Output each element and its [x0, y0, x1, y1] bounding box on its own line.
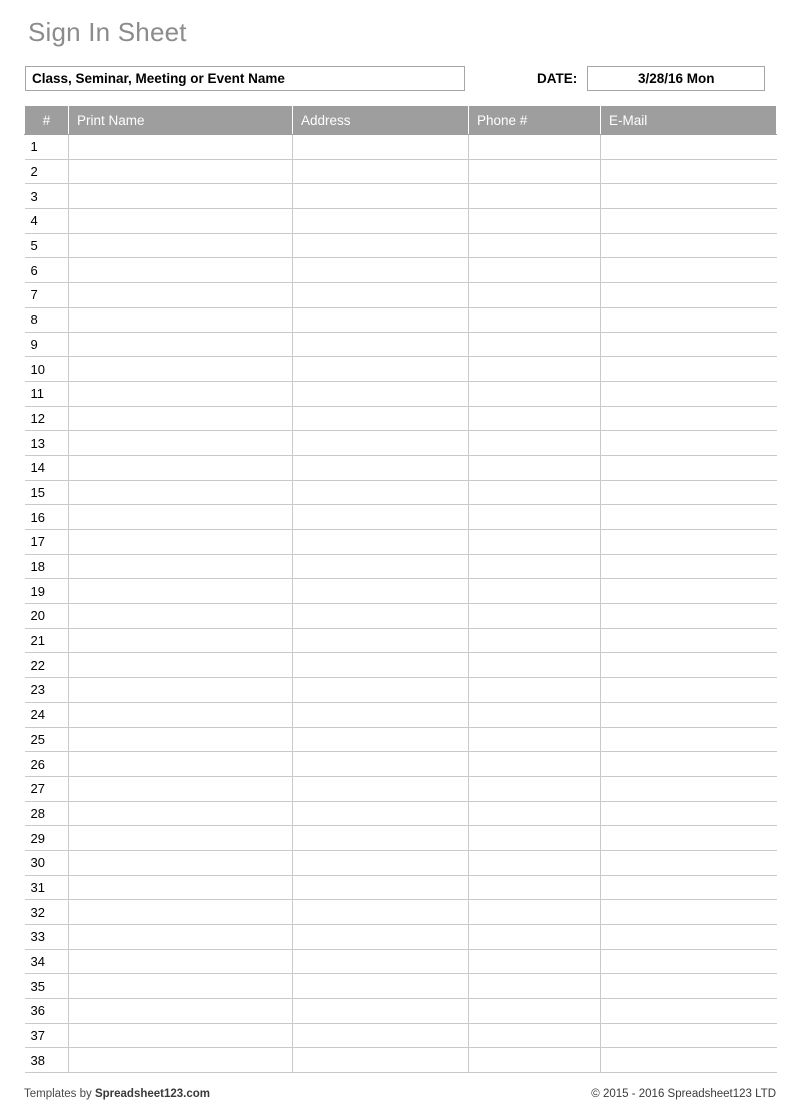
cell-phone[interactable]	[469, 406, 601, 431]
date-group	[537, 66, 765, 91]
row-number: 7	[25, 283, 69, 308]
column-header-print-name: Print Name	[69, 106, 293, 135]
cell-phone[interactable]	[469, 1023, 601, 1048]
cell-email[interactable]	[601, 1023, 777, 1048]
cell-print-name[interactable]	[69, 1023, 293, 1048]
page-footer	[24, 1088, 776, 1100]
cell-address[interactable]	[293, 455, 469, 480]
cell-email[interactable]	[601, 653, 777, 678]
table-row	[25, 480, 777, 505]
cell-address[interactable]	[293, 381, 469, 406]
cell-print-name[interactable]	[69, 974, 293, 999]
cell-print-name[interactable]	[69, 307, 293, 332]
cell-phone[interactable]	[469, 233, 601, 258]
cell-address[interactable]	[293, 406, 469, 431]
row-number: 16	[25, 505, 69, 530]
cell-email[interactable]	[601, 159, 777, 184]
cell-print-name[interactable]	[69, 801, 293, 826]
table-row	[25, 727, 777, 752]
row-number: 26	[25, 752, 69, 777]
cell-address[interactable]	[293, 974, 469, 999]
cell-phone[interactable]	[469, 678, 601, 703]
table-row	[25, 604, 777, 629]
footer-credit-prefix: Templates by	[24, 1088, 95, 1100]
cell-phone[interactable]	[469, 752, 601, 777]
row-number: 33	[25, 925, 69, 950]
cell-phone[interactable]	[469, 653, 601, 678]
meta-row	[24, 66, 776, 91]
cell-email[interactable]	[601, 184, 777, 209]
cell-phone[interactable]	[469, 604, 601, 629]
cell-phone[interactable]	[469, 850, 601, 875]
column-header-email: E-Mail	[601, 106, 777, 135]
row-number: 35	[25, 974, 69, 999]
cell-phone[interactable]	[469, 381, 601, 406]
cell-print-name[interactable]	[69, 925, 293, 950]
cell-email[interactable]	[601, 727, 777, 752]
cell-address[interactable]	[293, 949, 469, 974]
cell-phone[interactable]	[469, 826, 601, 851]
cell-email[interactable]	[601, 554, 777, 579]
row-number: 9	[25, 332, 69, 357]
cell-print-name[interactable]	[69, 776, 293, 801]
cell-address[interactable]	[293, 727, 469, 752]
row-number: 23	[25, 678, 69, 703]
cell-print-name[interactable]	[69, 875, 293, 900]
cell-print-name[interactable]	[69, 530, 293, 555]
cell-print-name[interactable]	[69, 159, 293, 184]
cell-address[interactable]	[293, 431, 469, 456]
table-row	[25, 1023, 777, 1048]
table-row	[25, 209, 777, 234]
cell-address[interactable]	[293, 159, 469, 184]
cell-email[interactable]	[601, 752, 777, 777]
cell-print-name[interactable]	[69, 135, 293, 160]
cell-phone[interactable]	[469, 925, 601, 950]
cell-email[interactable]	[601, 209, 777, 234]
date-label: DATE:	[537, 71, 578, 86]
cell-phone[interactable]	[469, 554, 601, 579]
row-number: 21	[25, 628, 69, 653]
table-row	[25, 135, 777, 160]
cell-print-name[interactable]	[69, 431, 293, 456]
cell-email[interactable]	[601, 604, 777, 629]
cell-address[interactable]	[293, 900, 469, 925]
cell-print-name[interactable]	[69, 628, 293, 653]
table-row	[25, 801, 777, 826]
table-row	[25, 752, 777, 777]
cell-print-name[interactable]	[69, 702, 293, 727]
row-number: 37	[25, 1023, 69, 1048]
cell-email[interactable]	[601, 431, 777, 456]
cell-email[interactable]	[601, 999, 777, 1024]
row-number: 13	[25, 431, 69, 456]
table-header-row	[25, 106, 777, 135]
cell-address[interactable]	[293, 776, 469, 801]
cell-print-name[interactable]	[69, 480, 293, 505]
table-row	[25, 431, 777, 456]
cell-email[interactable]	[601, 455, 777, 480]
cell-phone[interactable]	[469, 999, 601, 1024]
cell-print-name[interactable]	[69, 258, 293, 283]
cell-email[interactable]	[601, 801, 777, 826]
footer-copyright: © 2015 - 2016 Spreadsheet123 LTD	[591, 1088, 776, 1100]
cell-phone[interactable]	[469, 505, 601, 530]
cell-address[interactable]	[293, 653, 469, 678]
cell-print-name[interactable]	[69, 332, 293, 357]
column-header-number: #	[25, 106, 69, 135]
cell-phone[interactable]	[469, 431, 601, 456]
cell-email[interactable]	[601, 233, 777, 258]
cell-email[interactable]	[601, 480, 777, 505]
table-header	[25, 106, 777, 135]
cell-phone[interactable]	[469, 579, 601, 604]
row-number: 11	[25, 381, 69, 406]
row-number: 15	[25, 480, 69, 505]
cell-phone[interactable]	[469, 135, 601, 160]
row-number: 4	[25, 209, 69, 234]
row-number: 22	[25, 653, 69, 678]
cell-phone[interactable]	[469, 1048, 601, 1073]
sign-in-table	[24, 105, 777, 1073]
cell-phone[interactable]	[469, 727, 601, 752]
cell-address[interactable]	[293, 258, 469, 283]
table-row	[25, 925, 777, 950]
cell-phone[interactable]	[469, 283, 601, 308]
table-row	[25, 678, 777, 703]
cell-email[interactable]	[601, 283, 777, 308]
column-header-phone: Phone #	[469, 106, 601, 135]
table-row	[25, 258, 777, 283]
cell-print-name[interactable]	[69, 455, 293, 480]
cell-phone[interactable]	[469, 307, 601, 332]
cell-address[interactable]	[293, 604, 469, 629]
cell-phone[interactable]	[469, 628, 601, 653]
column-header-address: Address	[293, 106, 469, 135]
table-row	[25, 307, 777, 332]
cell-email[interactable]	[601, 974, 777, 999]
row-number: 12	[25, 406, 69, 431]
cell-print-name[interactable]	[69, 653, 293, 678]
table-row	[25, 357, 777, 382]
cell-address[interactable]	[293, 1048, 469, 1073]
cell-print-name[interactable]	[69, 406, 293, 431]
cell-email[interactable]	[601, 1048, 777, 1073]
cell-phone[interactable]	[469, 332, 601, 357]
cell-email[interactable]	[601, 307, 777, 332]
row-number: 36	[25, 999, 69, 1024]
cell-address[interactable]	[293, 135, 469, 160]
table-row	[25, 628, 777, 653]
cell-email[interactable]	[601, 628, 777, 653]
cell-phone[interactable]	[469, 258, 601, 283]
cell-address[interactable]	[293, 505, 469, 530]
page-title: Sign In Sheet	[28, 17, 187, 47]
cell-address[interactable]	[293, 480, 469, 505]
cell-phone[interactable]	[469, 357, 601, 382]
cell-phone[interactable]	[469, 875, 601, 900]
cell-email[interactable]	[601, 258, 777, 283]
cell-phone[interactable]	[469, 702, 601, 727]
cell-address[interactable]	[293, 209, 469, 234]
row-number: 38	[25, 1048, 69, 1073]
table-row	[25, 776, 777, 801]
row-number: 5	[25, 233, 69, 258]
footer-credit	[24, 1088, 210, 1100]
table-row	[25, 530, 777, 555]
cell-phone[interactable]	[469, 949, 601, 974]
cell-address[interactable]	[293, 628, 469, 653]
cell-email[interactable]	[601, 678, 777, 703]
table-row	[25, 455, 777, 480]
table-row	[25, 702, 777, 727]
table-body	[25, 135, 777, 1073]
cell-print-name[interactable]	[69, 1048, 293, 1073]
cell-address[interactable]	[293, 999, 469, 1024]
date-value: 3/28/16 Mon	[637, 71, 715, 86]
cell-email[interactable]	[601, 530, 777, 555]
cell-address[interactable]	[293, 826, 469, 851]
cell-phone[interactable]	[469, 900, 601, 925]
cell-phone[interactable]	[469, 209, 601, 234]
cell-print-name[interactable]	[69, 209, 293, 234]
row-number: 32	[25, 900, 69, 925]
event-name-value: Class, Seminar, Meeting or Event Name	[32, 71, 285, 86]
cell-address[interactable]	[293, 307, 469, 332]
cell-phone[interactable]	[469, 776, 601, 801]
cell-print-name[interactable]	[69, 900, 293, 925]
cell-email[interactable]	[601, 135, 777, 160]
cell-print-name[interactable]	[69, 949, 293, 974]
cell-print-name[interactable]	[69, 381, 293, 406]
cell-address[interactable]	[293, 702, 469, 727]
cell-email[interactable]	[601, 406, 777, 431]
table-row	[25, 381, 777, 406]
cell-phone[interactable]	[469, 455, 601, 480]
row-number: 24	[25, 702, 69, 727]
table-row	[25, 999, 777, 1024]
cell-print-name[interactable]	[69, 505, 293, 530]
row-number: 17	[25, 530, 69, 555]
cell-phone[interactable]	[469, 480, 601, 505]
table-row	[25, 875, 777, 900]
cell-address[interactable]	[293, 1023, 469, 1048]
table-row	[25, 332, 777, 357]
date-field[interactable]	[587, 66, 765, 91]
table-row	[25, 949, 777, 974]
cell-print-name[interactable]	[69, 283, 293, 308]
table-row	[25, 850, 777, 875]
cell-email[interactable]	[601, 357, 777, 382]
row-number: 19	[25, 579, 69, 604]
cell-email[interactable]	[601, 579, 777, 604]
cell-print-name[interactable]	[69, 727, 293, 752]
row-number: 31	[25, 875, 69, 900]
table-row	[25, 974, 777, 999]
cell-email[interactable]	[601, 850, 777, 875]
cell-email[interactable]	[601, 702, 777, 727]
cell-address[interactable]	[293, 184, 469, 209]
table-row	[25, 505, 777, 530]
row-number: 2	[25, 159, 69, 184]
cell-phone[interactable]	[469, 530, 601, 555]
cell-print-name[interactable]	[69, 678, 293, 703]
table-row	[25, 184, 777, 209]
row-number: 3	[25, 184, 69, 209]
cell-print-name[interactable]	[69, 604, 293, 629]
footer-brand-link[interactable]: Spreadsheet123.com	[94, 1088, 211, 1100]
cell-email[interactable]	[601, 776, 777, 801]
row-number: 30	[25, 850, 69, 875]
cell-print-name[interactable]	[69, 850, 293, 875]
row-number: 8	[25, 307, 69, 332]
row-number: 29	[25, 826, 69, 851]
cell-address[interactable]	[293, 233, 469, 258]
row-number: 20	[25, 604, 69, 629]
row-number: 34	[25, 949, 69, 974]
cell-print-name[interactable]	[69, 554, 293, 579]
row-number: 6	[25, 258, 69, 283]
cell-address[interactable]	[293, 530, 469, 555]
cell-email[interactable]	[601, 332, 777, 357]
table-row	[25, 1048, 777, 1073]
cell-address[interactable]	[293, 875, 469, 900]
row-number: 27	[25, 776, 69, 801]
cell-address[interactable]	[293, 925, 469, 950]
cell-phone[interactable]	[469, 974, 601, 999]
table-row	[25, 900, 777, 925]
cell-address[interactable]	[293, 357, 469, 382]
cell-email[interactable]	[601, 381, 777, 406]
table-row	[25, 283, 777, 308]
cell-print-name[interactable]	[69, 826, 293, 851]
table-row	[25, 554, 777, 579]
table-row	[25, 233, 777, 258]
row-number: 14	[25, 455, 69, 480]
table-row	[25, 826, 777, 851]
cell-email[interactable]	[601, 826, 777, 851]
cell-email[interactable]	[601, 505, 777, 530]
cell-address[interactable]	[293, 850, 469, 875]
cell-print-name[interactable]	[69, 184, 293, 209]
cell-address[interactable]	[293, 332, 469, 357]
table-row	[25, 159, 777, 184]
row-number: 18	[25, 554, 69, 579]
cell-address[interactable]	[293, 579, 469, 604]
cell-print-name[interactable]	[69, 999, 293, 1024]
cell-print-name[interactable]	[69, 752, 293, 777]
row-number: 28	[25, 801, 69, 826]
cell-phone[interactable]	[469, 184, 601, 209]
cell-address[interactable]	[293, 554, 469, 579]
table-row	[25, 579, 777, 604]
table-row	[25, 653, 777, 678]
cell-email[interactable]	[601, 900, 777, 925]
cell-email[interactable]	[601, 875, 777, 900]
cell-address[interactable]	[293, 283, 469, 308]
table-row	[25, 406, 777, 431]
cell-address[interactable]	[293, 801, 469, 826]
event-name-field[interactable]	[25, 66, 465, 91]
cell-print-name[interactable]	[69, 357, 293, 382]
row-number: 25	[25, 727, 69, 752]
cell-email[interactable]	[601, 925, 777, 950]
row-number: 10	[25, 357, 69, 382]
cell-email[interactable]	[601, 949, 777, 974]
cell-phone[interactable]	[469, 159, 601, 184]
row-number: 1	[25, 135, 69, 160]
cell-address[interactable]	[293, 678, 469, 703]
cell-phone[interactable]	[469, 801, 601, 826]
cell-print-name[interactable]	[69, 233, 293, 258]
cell-print-name[interactable]	[69, 579, 293, 604]
cell-address[interactable]	[293, 752, 469, 777]
